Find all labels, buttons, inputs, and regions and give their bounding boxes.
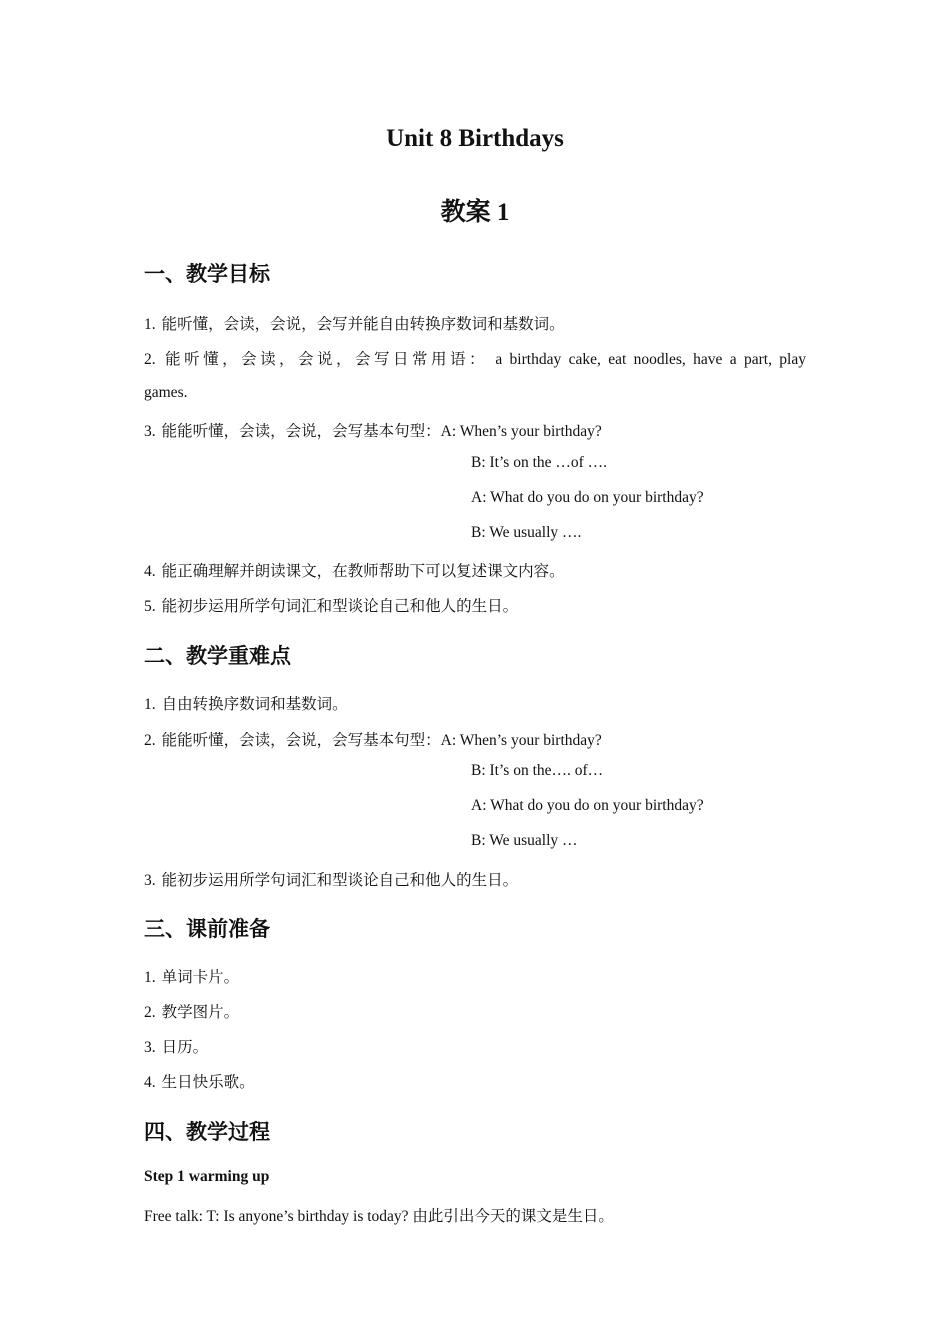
list-item: [144, 965, 239, 987]
item-number: 1.: [144, 316, 156, 333]
section-heading-key-points: 二、教学重难点: [144, 644, 291, 668]
list-item: [144, 419, 602, 441]
item-text: 能听懂，会读，会说，会写日常用语： a birthday cake, eat noodles, have a part, play: [161, 351, 806, 368]
document-title: Unit 8 Birthdays: [386, 125, 564, 152]
item-text: 能初步运用所学句词汇和型谈论自己和他人的生日。: [161, 872, 519, 889]
item-number: 2.: [144, 732, 156, 749]
item-text: 能能听懂，会读，会说，会写基本句型：A: When’s your birthday?: [161, 423, 602, 440]
item-number: 1.: [144, 696, 156, 713]
list-item: [144, 594, 518, 616]
dialog-line: A: What do you do on your birthday?: [471, 489, 704, 506]
document-subtitle: 教案 1: [440, 199, 510, 226]
item-text: 生日快乐歌。: [161, 1074, 255, 1091]
free-talk-line: Free talk: T: Is anyone’s birthday is today? 由此引出今天的课文是生日。: [144, 1208, 614, 1225]
list-item: [144, 1000, 239, 1022]
list-item: [144, 347, 806, 369]
dialog-line: B: We usually …: [471, 832, 578, 849]
item-number: 3.: [144, 423, 156, 440]
item-text: 能正确理解并朗读课文，在教师帮助下可以复述课文内容。: [161, 563, 565, 580]
list-item: [144, 1070, 255, 1092]
list-item: [144, 312, 565, 334]
item-text: 能能听懂，会读，会说，会写基本句型：A: When’s your birthday?: [161, 732, 602, 749]
dialog-line: B: We usually ….: [471, 524, 582, 541]
item-continuation: games.: [144, 384, 188, 401]
list-item: [144, 559, 565, 581]
dialog-line: B: It’s on the …of ….: [471, 454, 608, 471]
item-text: 教学图片。: [161, 1004, 240, 1021]
list-item: [144, 868, 518, 890]
item-number: 1.: [144, 969, 156, 986]
item-number: 3.: [144, 872, 156, 889]
item-text: 能听懂，会读，会说，会写并能自由转换序数词和基数词。: [161, 316, 565, 333]
item-number: 4.: [144, 1074, 156, 1091]
dialog-line: B: It’s on the…. of…: [471, 762, 604, 779]
item-text: 单词卡片。: [161, 969, 240, 986]
section-heading-objectives: 一、教学目标: [144, 262, 270, 286]
section-heading-preparation: 三、课前准备: [144, 917, 270, 941]
list-item: [144, 728, 602, 750]
item-text: 自由转换序数词和基数词。: [161, 696, 348, 713]
item-number: 3.: [144, 1039, 156, 1056]
list-item: [144, 692, 348, 714]
item-number: 4.: [144, 563, 156, 580]
item-number: 2.: [144, 1004, 156, 1021]
item-text: 日历。: [161, 1039, 209, 1056]
section-heading-process: 四、教学过程: [144, 1120, 270, 1144]
item-text: 能初步运用所学句词汇和型谈论自己和他人的生日。: [161, 598, 519, 615]
dialog-line: A: What do you do on your birthday?: [471, 797, 704, 814]
step-heading: Step 1 warming up: [144, 1168, 270, 1185]
list-item: [144, 1035, 208, 1057]
item-number: 2.: [144, 351, 156, 368]
item-number: 5.: [144, 598, 156, 615]
